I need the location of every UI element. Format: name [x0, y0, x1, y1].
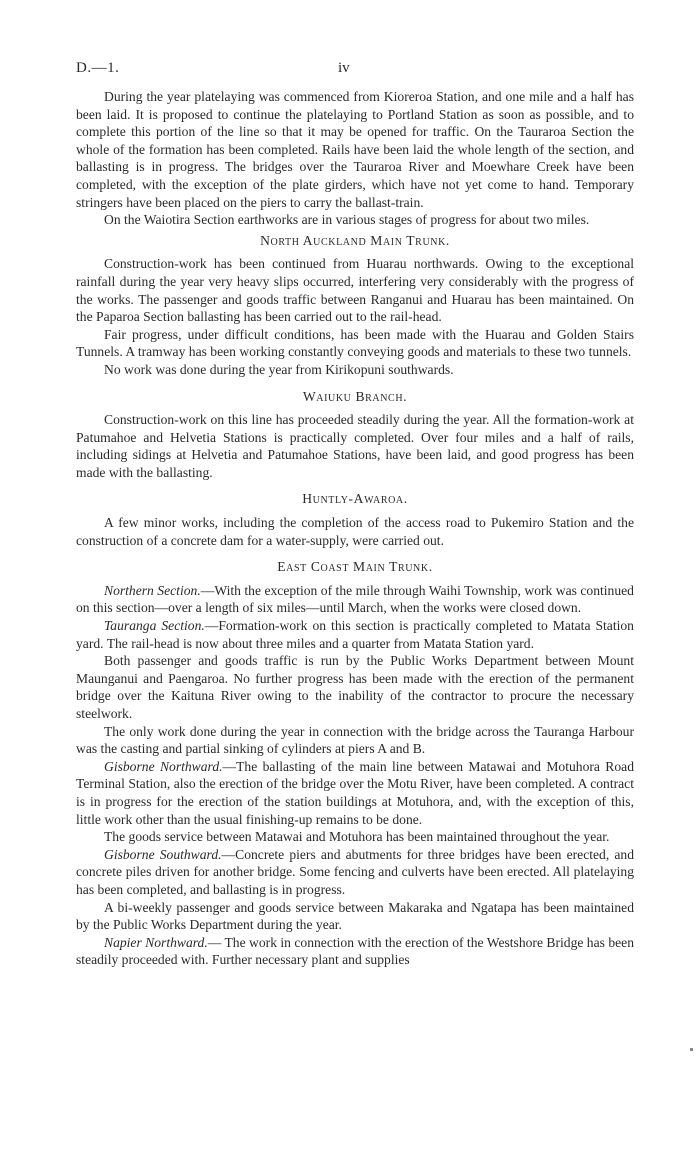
- paragraph: [76, 934, 634, 969]
- section-heading-east-coast: East Coast Main Trunk.: [277, 559, 433, 575]
- subsection-label: Napier Northward.: [104, 934, 208, 950]
- document-reference: D.—1.: [76, 60, 120, 76]
- paragraph: Fair progress, under difficult conditions, has been made with the Huarau and Golden Stairs Tunnels. A tramway has been working constantly conveying goods and materials to these two tunnels.: [76, 326, 634, 360]
- paragraph-text: —With the exception of the mile through Waihi Township, work was continued on this section—over a length of six miles—until March, when the works were closed down.: [76, 582, 634, 616]
- paragraph: Construction-work has been continued from Huarau northwards. Owing to the exceptional rainfall during the year very heavy slips occurred, interfering very considerably with the progress of the works. The passenger and goods traffic between Ranganui and Huarau has been maintained. On the Paparoa Section ballasting has been carried out to the rail-head.: [76, 256, 634, 325]
- paragraph: Construction-work on this line has proceeded steadily during the year. All the formation-work at Patumahoe and Helvetia Stations is practically completed. Over four miles and a half of rails, including sidings at Helvetia and Patumahoe Stations, have been laid, and good progress has been made with the ballasting.: [76, 412, 634, 480]
- paragraph: The goods service between Matawai and Motuhora has been maintained throughout the year.: [104, 829, 610, 845]
- paragraph: A bi-weekly passenger and goods service between Makaraka and Ngatapa has been maintained by the Public Works Department during the year.: [76, 899, 634, 933]
- paragraph: Both passenger and goods traffic is run by the Public Works Department between Mount Maunganui and Paengaroa. No further progress has been made with the erection of the permanent bridge over the Kaituna River owing to the inability of the contractor to procure the necessary steelwork.: [76, 653, 634, 721]
- subsection-label: Gisborne Northward.: [104, 758, 223, 774]
- subsection-label: Gisborne Southward.: [104, 846, 222, 862]
- paragraph-text: — The work in connection with the erection of the Westshore Bridge has been steadily proceeded with. Further necessary plant and supplies: [76, 934, 634, 968]
- subsection-label: Tauranga Section.: [104, 618, 205, 634]
- paragraph: The only work done during the year in connection with the bridge across the Tauranga Harbour was the casting and partial sinking of cylinders at piers A and B.: [76, 723, 634, 757]
- paragraph-text: —The ballasting of the main line between Matawai and Motuhora Road Terminal Station, also the erection of the bridge over the Motu River, have been completed. A contract is in progress for the erection of the station buildings at Motuhora, and, with the exception of this, little work other than the usual finishing-up remains to be done.: [76, 758, 634, 827]
- section-heading-north-auckland: North Auckland Main Trunk.: [260, 232, 450, 248]
- paragraph-text: —Concrete piers and abutments for three bridges have been erected, and concrete piles driven for another bridge. Some fencing and culverts have been erected. All platelaying has been completed, and ballasting is in progress.: [76, 846, 634, 897]
- scan-speck: [690, 1048, 693, 1051]
- subsection-label: Northern Section.: [104, 582, 201, 598]
- paragraph: [76, 758, 634, 828]
- paragraph: On the Waiotira Section earthworks are in various stages of progress for about two miles.: [104, 212, 590, 228]
- paragraph: A few minor works, including the completion of the access road to Pukemiro Station and the construction of a concrete dam for a water-supply, were carried out.: [76, 515, 634, 548]
- section-heading-waiuku: Waiuku Branch.: [302, 388, 408, 404]
- paragraph: No work was done during the year from Kirikopuni southwards.: [104, 361, 454, 377]
- page-number: iv: [338, 60, 350, 76]
- section-heading-huntly: Huntly-Awaroa.: [302, 491, 408, 507]
- paragraph: [76, 582, 634, 617]
- paragraph: During the year platelaying was commenced from Kioreroa Station, and one mile and a half has been laid. It is proposed to continue the platelaying to Portland Station as soon as possible, and to complete this portion of the line so that it may be opened for traffic. On the Tauraroa Section the whole of the formation has been completed. Rails have been laid the whole length of the section, and ballasting is in progress. The bridges over the Tauraroa River and Moewhare Creek have been completed, with the exception of the plate girders, which have not yet come to hand. Temporary stringers have been placed on the piers to carry the ballast-train.: [76, 89, 634, 210]
- document-body: [76, 88, 634, 969]
- paragraph: [76, 617, 634, 652]
- paragraph: [76, 846, 634, 899]
- paragraph-text: —Formation-work on this section is practically completed to Matata Station yard. The rail-head is now about three miles and a quarter from Matata Station yard.: [76, 618, 634, 651]
